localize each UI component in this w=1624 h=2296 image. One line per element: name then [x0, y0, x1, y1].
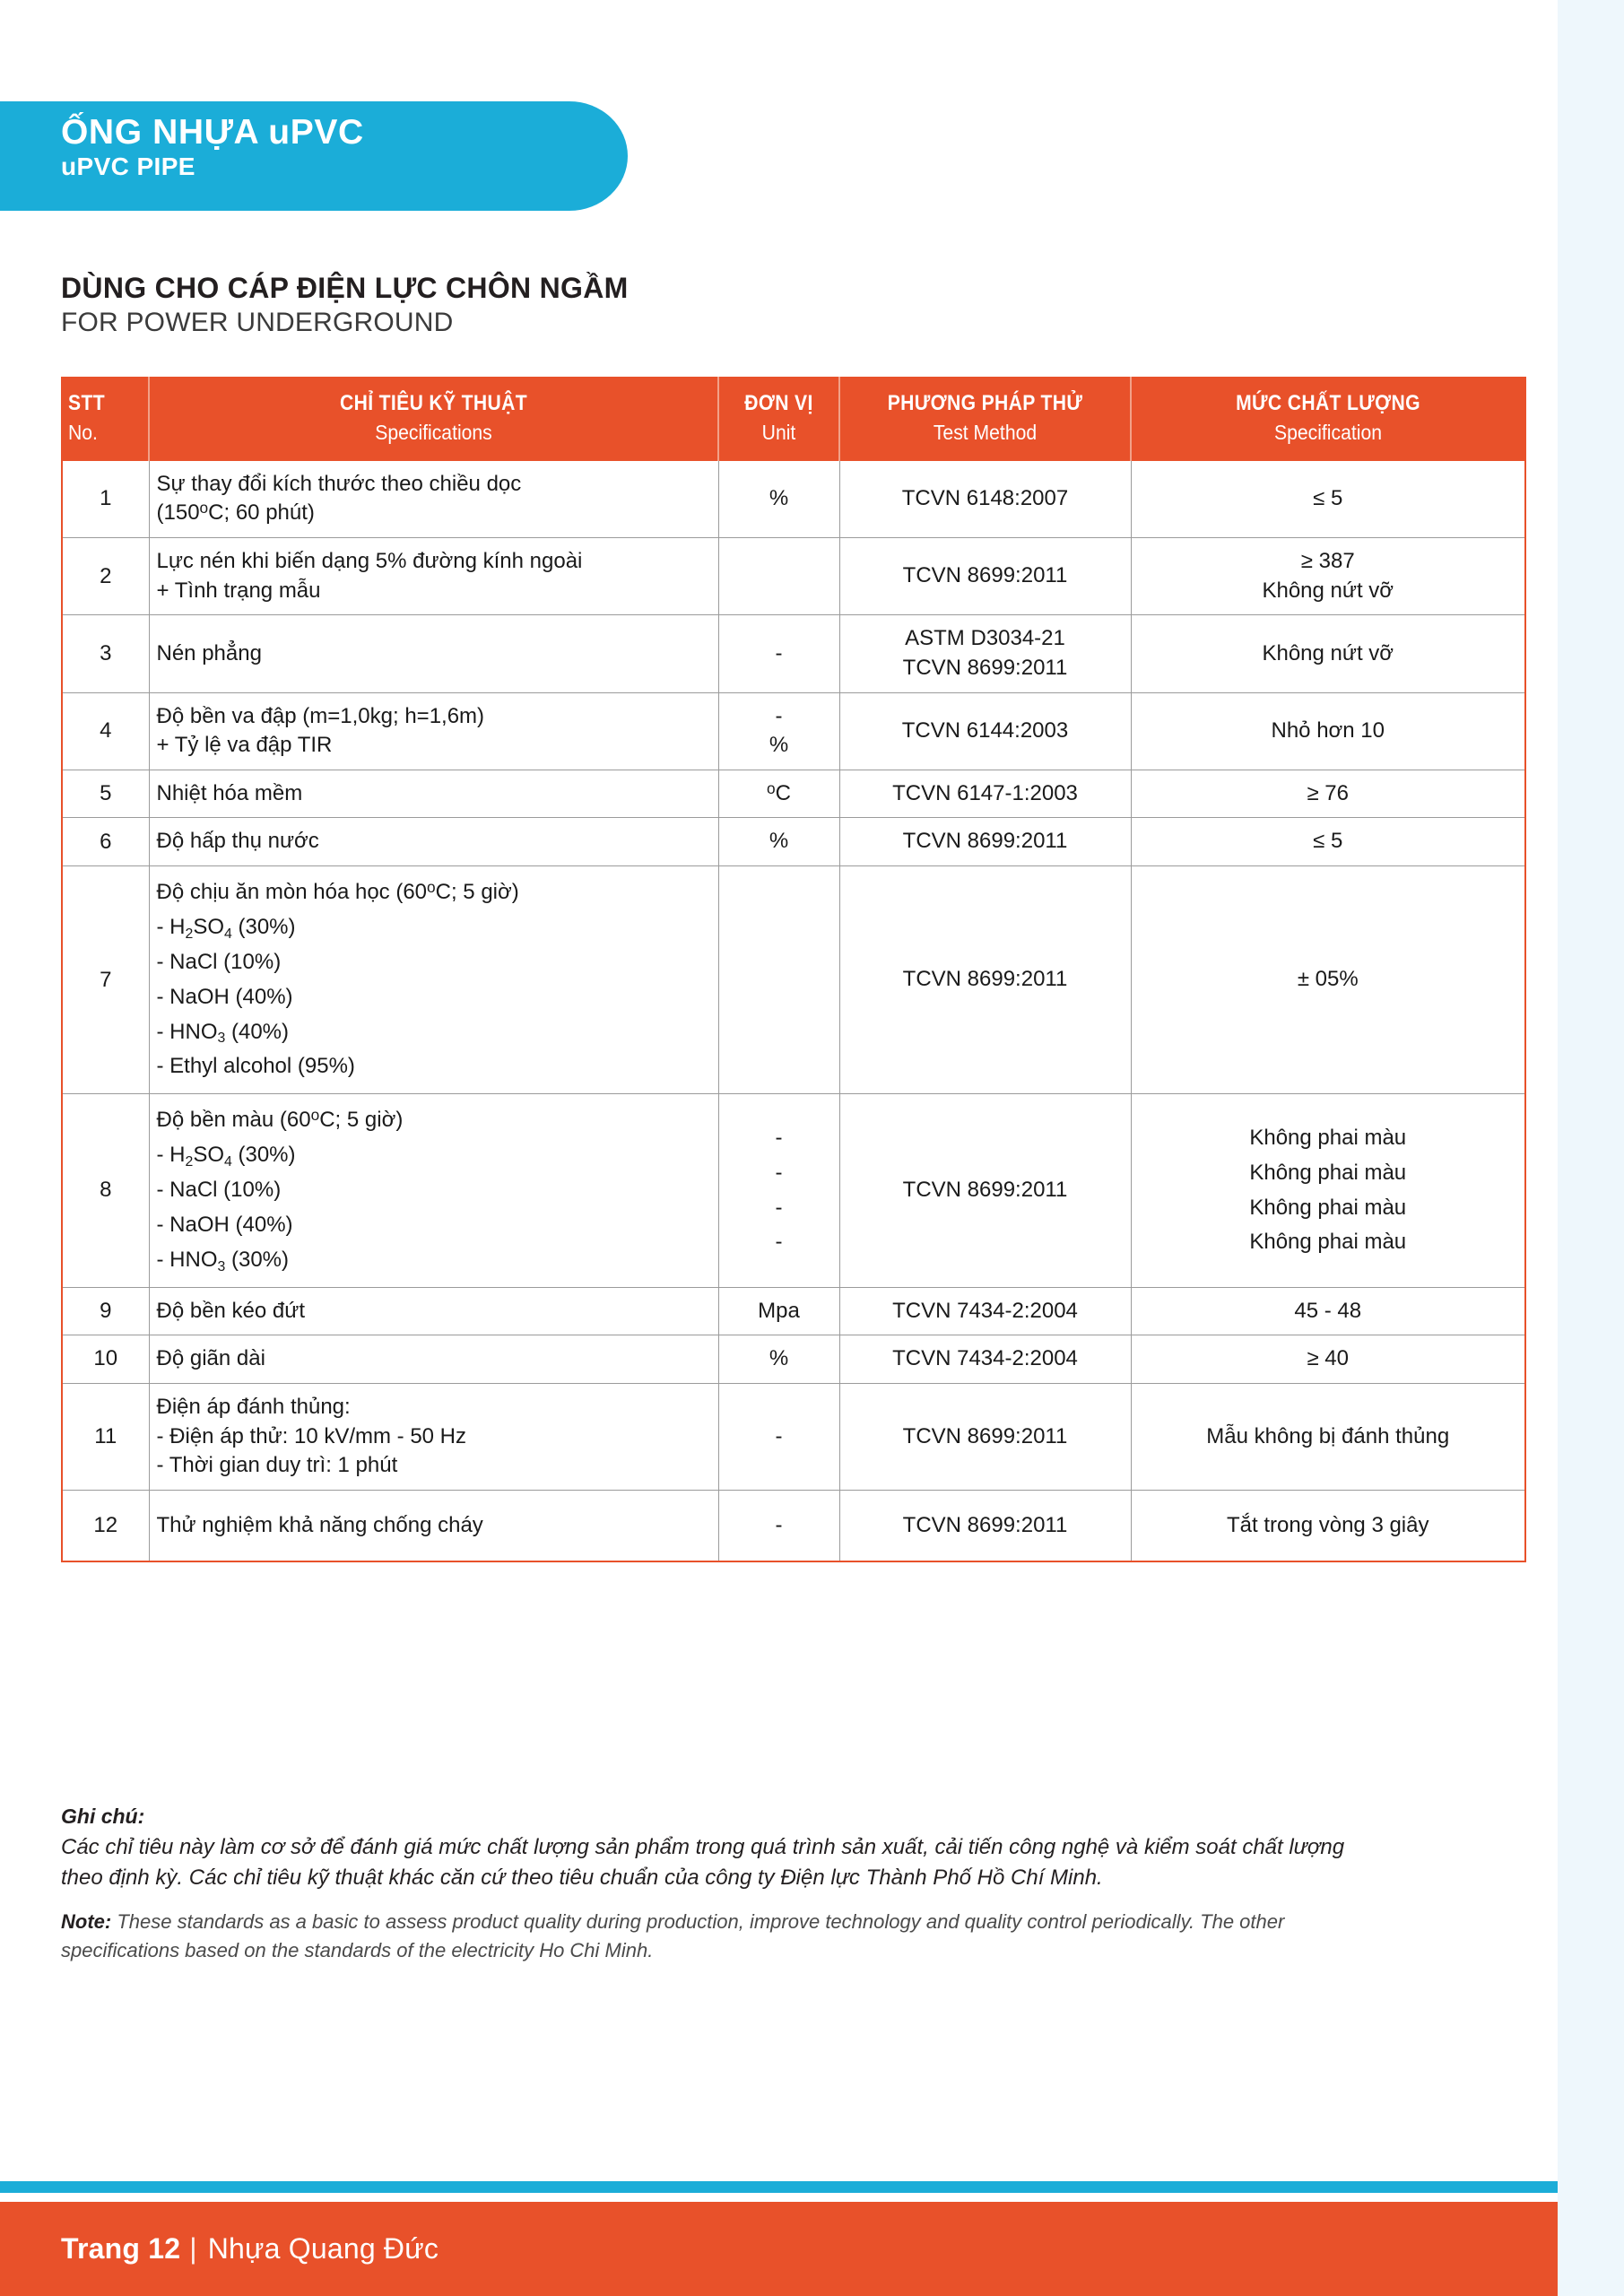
cell-line: ≥ 387 [1300, 549, 1355, 574]
cell-line: - [775, 1160, 783, 1185]
cell-line: TCVN 7434-2:2004 [892, 1346, 1078, 1371]
cell-line: - [775, 1195, 783, 1220]
column-header-no-en: No. [68, 420, 98, 444]
footer-page-number: Trang 12 [61, 2232, 181, 2265]
notes-body-vn [61, 1832, 1496, 1893]
cell-line: Điện áp đánh thủng: [156, 1394, 351, 1419]
cell-line: TCVN 6148:2007 [901, 486, 1069, 511]
cell-line: - [775, 1230, 783, 1255]
cell-specification [149, 692, 718, 770]
cell-line: TCVN 6144:2003 [901, 718, 1069, 743]
cell-test-method [839, 1335, 1131, 1384]
product-banner [0, 101, 628, 211]
cell-line: Tắt trong vòng 3 giây [1227, 1512, 1429, 1537]
cell-line: - Thời gian duy trì: 1 phút [156, 1453, 398, 1478]
cell-unit [718, 1383, 839, 1490]
cell-line: Độ hấp thụ nước [156, 829, 319, 854]
cell-line: Nhỏ hơn 10 [1271, 718, 1385, 743]
cell-row-number: 8 [62, 1094, 149, 1287]
cell-specification-level [1131, 1383, 1525, 1490]
cell-unit [718, 1094, 839, 1287]
cell-unit [718, 818, 839, 866]
cell-line: TCVN 8699:2011 [902, 1512, 1068, 1537]
cell-unit [718, 1335, 839, 1384]
table-row [62, 818, 1525, 866]
cell-line: - [775, 703, 783, 728]
column-header-unit-en: Unit [761, 420, 796, 444]
cell-line: ASTM D3034-21 [905, 626, 1065, 651]
column-header-unit-vn: ĐƠN VỊ [744, 391, 813, 415]
notes-label-en: Note: [61, 1909, 112, 1933]
cell-line: Mpa [758, 1298, 800, 1323]
column-header-test-method [839, 378, 1131, 461]
column-header-specification-level-vn: MỨC CHẤT LƯỢNG [1236, 391, 1420, 415]
cell-line: ≥ 76 [1307, 780, 1350, 805]
cell-specification [149, 538, 718, 615]
cell-unit [718, 461, 839, 538]
notes-body-en [61, 1908, 1496, 1965]
table-row [62, 615, 1525, 692]
column-header-no-vn: STT [68, 391, 105, 415]
cell-line: TCVN 8699:2011 [902, 1423, 1068, 1448]
cell-line: Không phai màu [1249, 1195, 1407, 1220]
cell-unit [718, 770, 839, 818]
spec-table [61, 377, 1526, 1562]
table-row [62, 1490, 1525, 1561]
cell-specification-level [1131, 1335, 1525, 1384]
cell-row-number: 12 [62, 1490, 149, 1561]
cell-line: Độ bền kéo đứt [156, 1298, 306, 1323]
cell-line: TCVN 7434-2:2004 [892, 1298, 1078, 1323]
cell-line: % [769, 486, 789, 511]
cell-line: TCVN 8699:2011 [902, 1178, 1068, 1203]
column-header-no [62, 378, 149, 461]
cell-specification [149, 866, 718, 1094]
cell-specification-level [1131, 692, 1525, 770]
cell-specification [149, 1287, 718, 1335]
table-row [62, 538, 1525, 615]
cell-unit [718, 538, 839, 615]
cell-line: Không nứt vỡ [1262, 578, 1394, 603]
notes-block [61, 1801, 1496, 1964]
column-header-specifications-vn: CHỈ TIÊU KỸ THUẬT [340, 391, 527, 415]
cell-line: Mẫu không bị đánh thủng [1206, 1423, 1450, 1448]
notes-en-line: specifications based on the standards of the electricity Ho Chi Minh. [61, 1938, 654, 1961]
table-row [62, 1383, 1525, 1490]
cell-line: - [775, 1423, 783, 1448]
cell-line: TCVN 6147-1:2003 [892, 780, 1078, 805]
cell-line: Độ giãn dài [156, 1346, 265, 1371]
product-banner-text [61, 114, 364, 184]
column-header-test-method-en: Test Method [933, 420, 1038, 444]
cell-test-method [839, 818, 1131, 866]
cell-specification-level [1131, 1287, 1525, 1335]
cell-specification-level [1131, 538, 1525, 615]
column-header-specification-level [1131, 378, 1525, 461]
cell-line: Độ chịu ăn mòn hóa học (60$^o$C; 5 giờ) [156, 877, 519, 905]
section-heading-en: FOR POWER UNDERGROUND [61, 307, 454, 337]
cell-unit [718, 866, 839, 1094]
cell-line: - NaOH (40%) [156, 1212, 293, 1237]
cell-test-method [839, 866, 1131, 1094]
cell-line: 45 - 48 [1294, 1298, 1362, 1323]
cell-row-number: 7 [62, 866, 149, 1094]
cell-row-number: 6 [62, 818, 149, 866]
footer-bar [0, 2202, 1558, 2296]
cell-line: ≤ 5 [1313, 829, 1343, 854]
cell-line: TCVN 8699:2011 [902, 967, 1068, 992]
column-header-test-method-vn: PHƯƠNG PHÁP THỬ [887, 391, 1083, 415]
cell-line: Không phai màu [1249, 1230, 1407, 1255]
cell-unit [718, 692, 839, 770]
cell-specification [149, 818, 718, 866]
cell-line: % [769, 829, 789, 854]
cell-line: ≥ 40 [1307, 1346, 1350, 1371]
cell-unit [718, 615, 839, 692]
cell-specification [149, 1335, 718, 1384]
cell-line: - $H_2SO_4$ (30%) [156, 914, 296, 942]
cell-row-number: 3 [62, 615, 149, 692]
cell-line: Không phai màu [1249, 1160, 1407, 1185]
cell-line: - NaCl (10%) [156, 1178, 282, 1203]
cell-row-number: 2 [62, 538, 149, 615]
footer-accent-strip [0, 2181, 1558, 2193]
cell-specification [149, 1094, 718, 1287]
cell-line: Nhiệt hóa mềm [156, 780, 303, 805]
cell-line: ± 05% [1297, 967, 1359, 992]
table-row [62, 461, 1525, 538]
cell-line: - Điện áp thử: 10 kV/mm - 50 Hz [156, 1423, 467, 1448]
cell-test-method [839, 1094, 1131, 1287]
table-row [62, 1335, 1525, 1384]
cell-test-method [839, 1383, 1131, 1490]
footer-separator: | [189, 2232, 197, 2265]
cell-test-method [839, 615, 1131, 692]
page-edge-strip [1558, 0, 1624, 2296]
cell-row-number: 4 [62, 692, 149, 770]
cell-specification [149, 1490, 718, 1561]
product-title-vn: ỐNG NHỰA uPVC [61, 113, 364, 152]
cell-specification [149, 461, 718, 538]
cell-line: - [775, 1125, 783, 1150]
cell-row-number: 11 [62, 1383, 149, 1490]
cell-specification [149, 615, 718, 692]
table-row [62, 1287, 1525, 1335]
cell-row-number: 1 [62, 461, 149, 538]
cell-test-method [839, 538, 1131, 615]
cell-row-number: 10 [62, 1335, 149, 1384]
notes-en-text: These standards as a basic to assess product quality during production, improve technology and quality control periodically. The other [117, 1909, 1285, 1933]
cell-unit [718, 1287, 839, 1335]
cell-line: ≤ 5 [1313, 486, 1343, 511]
cell-specification-level [1131, 461, 1525, 538]
cell-line: Sự thay đổi kích thước theo chiều dọc [156, 471, 522, 496]
cell-line: TCVN 8699:2011 [902, 655, 1068, 680]
column-header-specifications-en: Specifications [375, 420, 492, 444]
cell-line: TCVN 8699:2011 [902, 563, 1068, 588]
cell-line: TCVN 8699:2011 [902, 829, 1068, 854]
cell-line: % [769, 733, 789, 758]
cell-row-number: 9 [62, 1287, 149, 1335]
product-title-en: uPVC PIPE [61, 152, 195, 181]
cell-line: % [769, 1346, 789, 1371]
notes-vn-line: theo định kỳ. Các chỉ tiêu kỹ thuật khác căn cứ theo tiêu chuẩn của công ty Điện lực Thành Phố Hồ Chí Minh. [61, 1865, 1103, 1890]
cell-line: Nén phẳng [156, 640, 262, 665]
notes-en-line-first [61, 1908, 1496, 1936]
table-row [62, 1094, 1525, 1287]
footer-text [61, 2232, 439, 2266]
column-header-specifications [149, 378, 718, 461]
cell-test-method [839, 1490, 1131, 1561]
section-heading [61, 272, 1137, 339]
cell-specification [149, 1383, 718, 1490]
cell-line: Không nứt vỡ [1262, 640, 1394, 665]
cell-line: (150$^o$C; 60 phút) [156, 499, 315, 526]
cell-line: Độ bền màu (60$^o$C; 5 giờ) [156, 1106, 404, 1133]
cell-unit [718, 1490, 839, 1561]
cell-line: - NaCl (10%) [156, 949, 282, 974]
cell-test-method [839, 461, 1131, 538]
cell-test-method [839, 770, 1131, 818]
cell-specification-level [1131, 818, 1525, 866]
cell-row-number: 5 [62, 770, 149, 818]
cell-test-method [839, 1287, 1131, 1335]
spec-table-head [62, 378, 1525, 461]
cell-line: - Ethyl alcohol (95%) [156, 1054, 355, 1079]
cell-line: Độ bền va đập (m=1,0kg; h=1,6m) [156, 703, 485, 728]
cell-line: + Tỷ lệ va đập TIR [156, 733, 333, 758]
cell-specification-level [1131, 615, 1525, 692]
cell-line: - $HNO_3$ (30%) [156, 1247, 289, 1274]
table-row [62, 770, 1525, 818]
table-row [62, 866, 1525, 1094]
notes-vn-line: Các chỉ tiêu này làm cơ sở để đánh giá mức chất lượng sản phẩm trong quá trình sản xuất, cải tiến công nghệ và kiểm soát chất lượng [61, 1834, 1345, 1859]
cell-line: - NaOH (40%) [156, 984, 293, 1009]
cell-specification-level [1131, 770, 1525, 818]
cell-line: Thử nghiệm khả năng chống cháy [156, 1512, 483, 1537]
cell-line: Lực nén khi biến dạng 5% đường kính ngoài [156, 549, 583, 574]
column-header-unit [718, 378, 839, 461]
cell-line: - $H_2SO_4$ (30%) [156, 1143, 296, 1170]
cell-specification [149, 770, 718, 818]
cell-line: $^o$C [767, 778, 791, 805]
cell-line: - [775, 1512, 783, 1537]
footer-brand: Nhựa Quang Đức [207, 2232, 439, 2265]
notes-label-vn: Ghi chú: [61, 1805, 145, 1828]
spec-table-container [61, 377, 1524, 1562]
spec-table-body [62, 461, 1525, 1562]
cell-specification-level [1131, 1490, 1525, 1561]
cell-specification-level [1131, 866, 1525, 1094]
spec-table-header-row [62, 378, 1525, 461]
cell-line: - $HNO_3$ (40%) [156, 1019, 289, 1047]
cell-line: - [775, 640, 783, 665]
section-heading-vn: DÙNG CHO CÁP ĐIỆN LỰC CHÔN NGẦM [61, 272, 629, 304]
cell-line: Không phai màu [1249, 1125, 1407, 1150]
cell-test-method [839, 692, 1131, 770]
table-row [62, 692, 1525, 770]
column-header-specification-level-en: Specification [1273, 420, 1382, 444]
cell-line: + Tình trạng mẫu [156, 578, 321, 603]
cell-specification-level [1131, 1094, 1525, 1287]
